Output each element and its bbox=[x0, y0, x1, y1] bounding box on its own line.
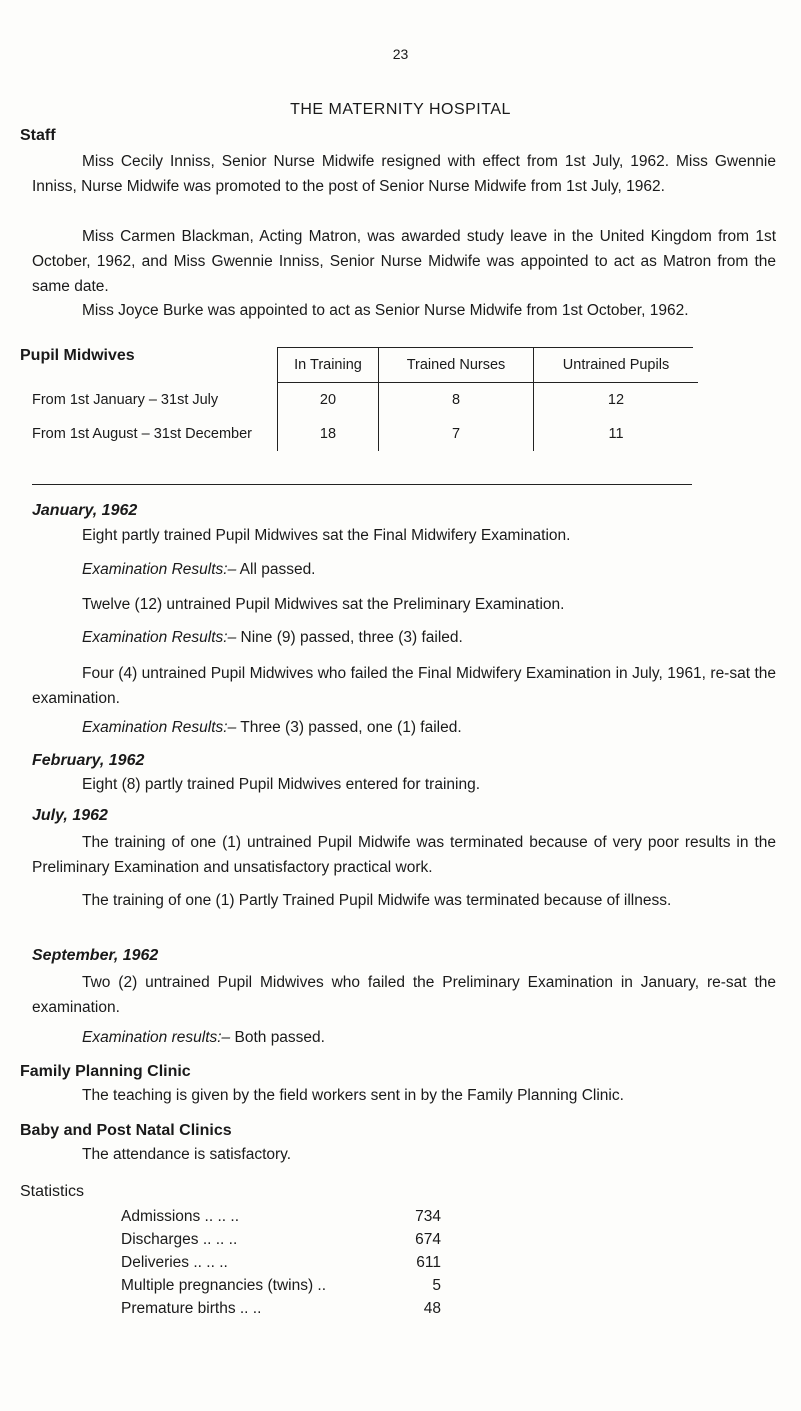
column-header-in-training: In Training bbox=[278, 348, 379, 383]
january-result-2 bbox=[82, 628, 463, 647]
table-bottom-rule bbox=[32, 484, 692, 485]
table-header-row bbox=[32, 348, 698, 383]
column-header-trained-nurses: Trained Nurses bbox=[379, 348, 534, 383]
list-item bbox=[121, 1276, 441, 1299]
september-result-1 bbox=[82, 1028, 325, 1047]
table-cell: 12 bbox=[534, 383, 699, 418]
january-paragraph-3: Four (4) untrained Pupil Midwives who failed the Final Midwifery Examination in July, 1961, re-sat the examination. bbox=[32, 665, 776, 707]
september-paragraph-1: Two (2) untrained Pupil Midwives who failed the Preliminary Examination in January, re-sat the examination. bbox=[32, 974, 776, 1016]
stat-value: 674 bbox=[415, 1231, 441, 1248]
result-label: Examination results:– bbox=[82, 1029, 231, 1046]
july-paragraph-1: The training of one (1) untrained Pupil Midwife was terminated because of very poor results in the Preliminary Examination and unsatisfactory practical work. bbox=[32, 834, 776, 876]
family-planning-heading: Family Planning Clinic bbox=[20, 1063, 191, 1080]
stat-label: Admissions .. .. .. bbox=[121, 1208, 240, 1225]
list-item bbox=[121, 1299, 441, 1322]
result-text: All passed. bbox=[239, 561, 316, 578]
table-row bbox=[32, 417, 698, 451]
july-heading: July, 1962 bbox=[32, 807, 108, 824]
pupil-midwives-heading: Pupil Midwives bbox=[20, 347, 135, 364]
staff-paragraph-2: Miss Carmen Blackman, Acting Matron, was awarded study leave in the United Kingdom from 1st October, 1962, and Miss Gwennie Inniss, Senior Nurse Midwife was appointed to act as Matron from the same date. bbox=[32, 228, 776, 295]
page-number: 23 bbox=[392, 46, 409, 62]
september-heading: September, 1962 bbox=[32, 947, 159, 964]
table-corner bbox=[32, 348, 278, 383]
table-cell: 20 bbox=[278, 383, 379, 418]
pupil-midwives-table bbox=[32, 348, 698, 451]
family-planning-text: The teaching is given by the field workers sent in by the Family Planning Clinic. bbox=[82, 1087, 624, 1104]
staff-paragraph-3: Miss Joyce Burke was appointed to act as Senior Nurse Midwife from 1st October, 1962. bbox=[82, 302, 689, 319]
row-label: From 1st August – 31st December bbox=[32, 425, 253, 442]
january-result-3 bbox=[82, 718, 462, 737]
list-item bbox=[121, 1207, 441, 1230]
statistics-list bbox=[121, 1207, 441, 1322]
table-row bbox=[32, 383, 698, 418]
list-item bbox=[121, 1230, 441, 1253]
page-title: THE MATERNITY HOSPITAL bbox=[290, 101, 511, 118]
table-cell: 18 bbox=[278, 417, 379, 451]
statistics-heading: Statistics bbox=[20, 1183, 85, 1200]
result-label: Examination Results:– bbox=[82, 629, 237, 646]
stat-value: 734 bbox=[415, 1208, 441, 1225]
stat-label: Discharges .. .. .. bbox=[121, 1231, 238, 1248]
stat-value: 611 bbox=[416, 1254, 441, 1271]
list-item bbox=[121, 1253, 441, 1276]
table-cell: 11 bbox=[534, 417, 699, 451]
january-paragraph-1: Eight partly trained Pupil Midwives sat the Final Midwifery Examination. bbox=[82, 527, 571, 544]
january-heading: January, 1962 bbox=[32, 502, 138, 519]
staff-paragraph-1: Miss Cecily Inniss, Senior Nurse Midwife resigned with effect from 1st July, 1962. Miss Gwennie Inniss, Nurse Midwife was promoted to the post of Senior Nurse Midwife from 1st July, 1962. bbox=[32, 153, 776, 195]
table-cell: 7 bbox=[379, 417, 534, 451]
february-heading: February, 1962 bbox=[32, 752, 145, 769]
staff-heading: Staff bbox=[20, 127, 56, 144]
table-cell: 8 bbox=[379, 383, 534, 418]
february-paragraph-1: Eight (8) partly trained Pupil Midwives entered for training. bbox=[82, 776, 481, 793]
result-label: Examination Results:– bbox=[82, 719, 237, 736]
january-paragraph-2: Twelve (12) untrained Pupil Midwives sat the Preliminary Examination. bbox=[82, 596, 565, 613]
result-text: Nine (9) passed, three (3) failed. bbox=[240, 629, 463, 646]
stat-label: Deliveries .. .. .. bbox=[121, 1254, 228, 1271]
baby-clinics-heading: Baby and Post Natal Clinics bbox=[20, 1122, 232, 1139]
column-header-untrained-pupils: Untrained Pupils bbox=[534, 348, 699, 383]
result-text: Both passed. bbox=[234, 1029, 325, 1046]
stat-label: Multiple pregnancies (twins) .. bbox=[121, 1277, 327, 1294]
result-text: Three (3) passed, one (1) failed. bbox=[240, 719, 462, 736]
baby-clinics-text: The attendance is satisfactory. bbox=[82, 1146, 292, 1163]
january-result-1 bbox=[82, 560, 316, 579]
stat-value: 5 bbox=[432, 1277, 441, 1294]
row-label: From 1st January – 31st July bbox=[32, 391, 219, 408]
result-label: Examination Results:– bbox=[82, 561, 237, 578]
july-paragraph-2: The training of one (1) Partly Trained Pupil Midwife was terminated because of illness. bbox=[82, 892, 672, 909]
stat-label: Premature births .. .. bbox=[121, 1300, 262, 1317]
stat-value: 48 bbox=[423, 1300, 441, 1317]
